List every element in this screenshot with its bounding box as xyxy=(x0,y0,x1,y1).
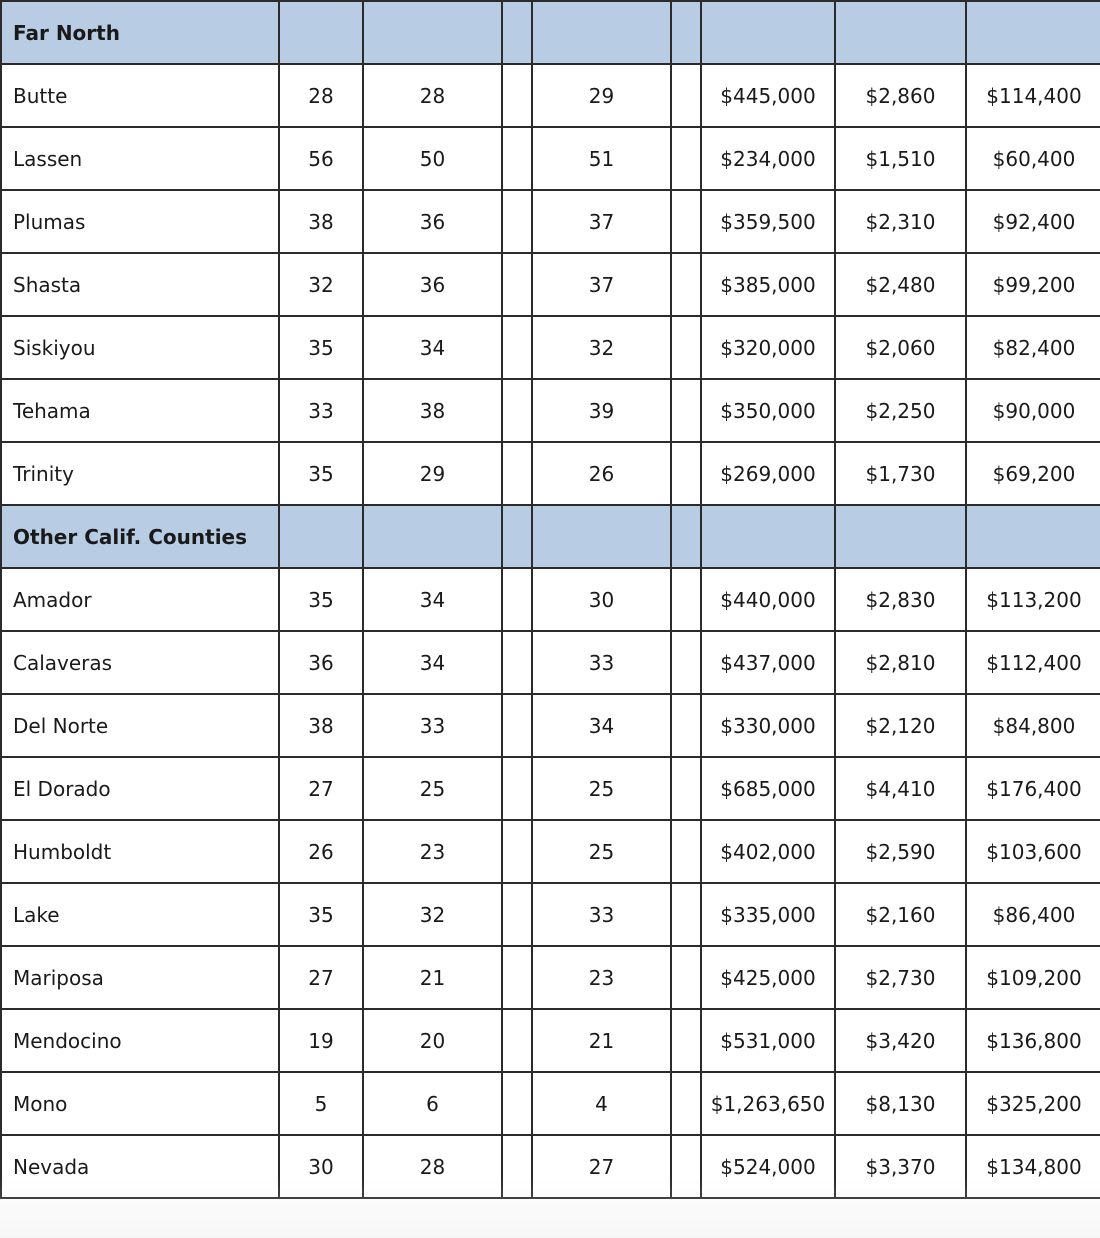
value-col-3-cell: 30 xyxy=(532,568,671,631)
spacer-col-1-cell xyxy=(502,694,532,757)
section-header-cell xyxy=(966,1,1100,64)
section-header-cell xyxy=(835,1,966,64)
value-col-3-cell: 4 xyxy=(532,1072,671,1135)
table-row xyxy=(1,253,1100,316)
table-row xyxy=(1,1009,1100,1072)
spacer-col-1-cell xyxy=(502,820,532,883)
spacer-col-2-cell xyxy=(671,1135,701,1198)
section-header-cell xyxy=(671,1,701,64)
median-price-cell: $437,000 xyxy=(701,631,835,694)
spacer-col-2-cell xyxy=(671,1072,701,1135)
spacer-col-2-cell xyxy=(671,316,701,379)
table-row xyxy=(1,316,1100,379)
county-name-cell: Mariposa xyxy=(1,946,279,1009)
spacer-col-2-cell xyxy=(671,1009,701,1072)
minimum-income-cell: $92,400 xyxy=(966,190,1100,253)
value-col-2-cell: 33 xyxy=(363,694,502,757)
value-col-3-cell: 34 xyxy=(532,694,671,757)
value-col-2-cell: 21 xyxy=(363,946,502,1009)
value-col-3-cell: 33 xyxy=(532,631,671,694)
value-col-3-cell: 33 xyxy=(532,883,671,946)
section-header-cell xyxy=(671,505,701,568)
monthly-payment-cell: $2,860 xyxy=(835,64,966,127)
county-name-cell: Shasta xyxy=(1,253,279,316)
median-price-cell: $320,000 xyxy=(701,316,835,379)
county-name-cell: Mono xyxy=(1,1072,279,1135)
table-row xyxy=(1,379,1100,442)
spacer-col-2-cell xyxy=(671,883,701,946)
monthly-payment-cell: $1,730 xyxy=(835,442,966,505)
value-col-1-cell: 36 xyxy=(279,631,363,694)
monthly-payment-cell: $3,370 xyxy=(835,1135,966,1198)
table-row xyxy=(1,568,1100,631)
value-col-1-cell: 30 xyxy=(279,1135,363,1198)
value-col-2-cell: 28 xyxy=(363,64,502,127)
table-row xyxy=(1,127,1100,190)
minimum-income-cell: $114,400 xyxy=(966,64,1100,127)
county-name-cell: Amador xyxy=(1,568,279,631)
spacer-col-1-cell xyxy=(502,1009,532,1072)
median-price-cell: $359,500 xyxy=(701,190,835,253)
table-row xyxy=(1,883,1100,946)
spacer-col-1-cell xyxy=(502,316,532,379)
value-col-3-cell: 37 xyxy=(532,253,671,316)
spacer-col-2-cell xyxy=(671,442,701,505)
value-col-3-cell: 32 xyxy=(532,316,671,379)
spacer-col-1-cell xyxy=(502,883,532,946)
spacer-col-2-cell xyxy=(671,757,701,820)
spacer-col-1-cell xyxy=(502,127,532,190)
value-col-1-cell: 35 xyxy=(279,568,363,631)
county-name-cell: El Dorado xyxy=(1,757,279,820)
section-header-cell xyxy=(279,505,363,568)
table-row xyxy=(1,442,1100,505)
value-col-3-cell: 26 xyxy=(532,442,671,505)
value-col-1-cell: 35 xyxy=(279,316,363,379)
median-price-cell: $402,000 xyxy=(701,820,835,883)
monthly-payment-cell: $2,590 xyxy=(835,820,966,883)
monthly-payment-cell: $2,310 xyxy=(835,190,966,253)
value-col-3-cell: 25 xyxy=(532,820,671,883)
section-header-cell xyxy=(835,505,966,568)
median-price-cell: $425,000 xyxy=(701,946,835,1009)
value-col-1-cell: 38 xyxy=(279,694,363,757)
spacer-col-2-cell xyxy=(671,946,701,1009)
value-col-1-cell: 19 xyxy=(279,1009,363,1072)
minimum-income-cell: $90,000 xyxy=(966,379,1100,442)
section-header-row xyxy=(1,1,1100,64)
value-col-2-cell: 25 xyxy=(363,757,502,820)
value-col-1-cell: 5 xyxy=(279,1072,363,1135)
monthly-payment-cell: $2,730 xyxy=(835,946,966,1009)
median-price-cell: $1,263,650 xyxy=(701,1072,835,1135)
spacer-col-1-cell xyxy=(502,946,532,1009)
table-body xyxy=(1,1,1100,1198)
median-price-cell: $269,000 xyxy=(701,442,835,505)
section-header-row xyxy=(1,505,1100,568)
county-name-cell: Plumas xyxy=(1,190,279,253)
value-col-2-cell: 6 xyxy=(363,1072,502,1135)
monthly-payment-cell: $4,410 xyxy=(835,757,966,820)
minimum-income-cell: $134,800 xyxy=(966,1135,1100,1198)
county-name-cell: Nevada xyxy=(1,1135,279,1198)
spacer-col-2-cell xyxy=(671,127,701,190)
spacer-col-2-cell xyxy=(671,379,701,442)
section-header-cell xyxy=(532,1,671,64)
table-row xyxy=(1,820,1100,883)
value-col-2-cell: 50 xyxy=(363,127,502,190)
value-col-3-cell: 21 xyxy=(532,1009,671,1072)
median-price-cell: $524,000 xyxy=(701,1135,835,1198)
spacer-col-1-cell xyxy=(502,379,532,442)
minimum-income-cell: $60,400 xyxy=(966,127,1100,190)
table-row xyxy=(1,757,1100,820)
spacer-col-2-cell xyxy=(671,631,701,694)
minimum-income-cell: $103,600 xyxy=(966,820,1100,883)
spacer-col-2-cell xyxy=(671,568,701,631)
section-header-cell xyxy=(502,1,532,64)
table-row xyxy=(1,1072,1100,1135)
value-col-1-cell: 32 xyxy=(279,253,363,316)
value-col-2-cell: 34 xyxy=(363,631,502,694)
section-header-cell xyxy=(502,505,532,568)
minimum-income-cell: $99,200 xyxy=(966,253,1100,316)
minimum-income-cell: $112,400 xyxy=(966,631,1100,694)
median-price-cell: $440,000 xyxy=(701,568,835,631)
monthly-payment-cell: $2,160 xyxy=(835,883,966,946)
table-row xyxy=(1,694,1100,757)
monthly-payment-cell: $3,420 xyxy=(835,1009,966,1072)
county-name-cell: Lassen xyxy=(1,127,279,190)
value-col-2-cell: 32 xyxy=(363,883,502,946)
median-price-cell: $350,000 xyxy=(701,379,835,442)
section-header-cell xyxy=(363,1,502,64)
value-col-2-cell: 28 xyxy=(363,1135,502,1198)
value-col-3-cell: 37 xyxy=(532,190,671,253)
value-col-1-cell: 35 xyxy=(279,442,363,505)
section-header-cell xyxy=(532,505,671,568)
median-price-cell: $234,000 xyxy=(701,127,835,190)
table-row xyxy=(1,631,1100,694)
spacer-col-2-cell xyxy=(671,253,701,316)
value-col-2-cell: 20 xyxy=(363,1009,502,1072)
value-col-1-cell: 27 xyxy=(279,757,363,820)
spacer-col-1-cell xyxy=(502,631,532,694)
spacer-col-2-cell xyxy=(671,694,701,757)
county-name-cell: Siskiyou xyxy=(1,316,279,379)
section-header-cell xyxy=(966,505,1100,568)
monthly-payment-cell: $2,120 xyxy=(835,694,966,757)
spacer-col-1-cell xyxy=(502,190,532,253)
minimum-income-cell: $86,400 xyxy=(966,883,1100,946)
county-name-cell: Mendocino xyxy=(1,1009,279,1072)
monthly-payment-cell: $2,830 xyxy=(835,568,966,631)
value-col-1-cell: 56 xyxy=(279,127,363,190)
value-col-1-cell: 38 xyxy=(279,190,363,253)
median-price-cell: $335,000 xyxy=(701,883,835,946)
value-col-3-cell: 25 xyxy=(532,757,671,820)
spacer-col-2-cell xyxy=(671,190,701,253)
median-price-cell: $330,000 xyxy=(701,694,835,757)
value-col-2-cell: 34 xyxy=(363,568,502,631)
median-price-cell: $685,000 xyxy=(701,757,835,820)
county-name-cell: Butte xyxy=(1,64,279,127)
section-header-cell xyxy=(701,1,835,64)
value-col-2-cell: 38 xyxy=(363,379,502,442)
value-col-2-cell: 29 xyxy=(363,442,502,505)
spacer-col-2-cell xyxy=(671,820,701,883)
minimum-income-cell: $325,200 xyxy=(966,1072,1100,1135)
value-col-3-cell: 39 xyxy=(532,379,671,442)
section-title: Far North xyxy=(1,1,279,64)
minimum-income-cell: $82,400 xyxy=(966,316,1100,379)
value-col-2-cell: 34 xyxy=(363,316,502,379)
spacer-col-1-cell xyxy=(502,64,532,127)
monthly-payment-cell: $8,130 xyxy=(835,1072,966,1135)
spacer-col-1-cell xyxy=(502,757,532,820)
value-col-3-cell: 23 xyxy=(532,946,671,1009)
median-price-cell: $445,000 xyxy=(701,64,835,127)
spacer-col-1-cell xyxy=(502,1072,532,1135)
minimum-income-cell: $69,200 xyxy=(966,442,1100,505)
spacer-col-2-cell xyxy=(671,64,701,127)
spacer-col-1-cell xyxy=(502,1135,532,1198)
minimum-income-cell: $176,400 xyxy=(966,757,1100,820)
monthly-payment-cell: $2,060 xyxy=(835,316,966,379)
county-name-cell: Lake xyxy=(1,883,279,946)
minimum-income-cell: $109,200 xyxy=(966,946,1100,1009)
table-row xyxy=(1,64,1100,127)
monthly-payment-cell: $2,810 xyxy=(835,631,966,694)
county-name-cell: Trinity xyxy=(1,442,279,505)
minimum-income-cell: $113,200 xyxy=(966,568,1100,631)
spacer-col-1-cell xyxy=(502,568,532,631)
section-title: Other Calif. Counties xyxy=(1,505,279,568)
value-col-2-cell: 36 xyxy=(363,253,502,316)
value-col-3-cell: 51 xyxy=(532,127,671,190)
value-col-1-cell: 35 xyxy=(279,883,363,946)
spacer-col-1-cell xyxy=(502,442,532,505)
monthly-payment-cell: $1,510 xyxy=(835,127,966,190)
value-col-1-cell: 26 xyxy=(279,820,363,883)
monthly-payment-cell: $2,480 xyxy=(835,253,966,316)
table-row xyxy=(1,1135,1100,1198)
county-name-cell: Del Norte xyxy=(1,694,279,757)
table-row xyxy=(1,190,1100,253)
minimum-income-cell: $136,800 xyxy=(966,1009,1100,1072)
value-col-2-cell: 23 xyxy=(363,820,502,883)
monthly-payment-cell: $2,250 xyxy=(835,379,966,442)
county-name-cell: Tehama xyxy=(1,379,279,442)
county-name-cell: Humboldt xyxy=(1,820,279,883)
value-col-3-cell: 27 xyxy=(532,1135,671,1198)
spacer-col-1-cell xyxy=(502,253,532,316)
median-price-cell: $531,000 xyxy=(701,1009,835,1072)
median-price-cell: $385,000 xyxy=(701,253,835,316)
section-header-cell xyxy=(279,1,363,64)
value-col-2-cell: 36 xyxy=(363,190,502,253)
value-col-1-cell: 28 xyxy=(279,64,363,127)
section-header-cell xyxy=(701,505,835,568)
minimum-income-cell: $84,800 xyxy=(966,694,1100,757)
value-col-3-cell: 29 xyxy=(532,64,671,127)
value-col-1-cell: 33 xyxy=(279,379,363,442)
table-row xyxy=(1,946,1100,1009)
county-name-cell: Calaveras xyxy=(1,631,279,694)
value-col-1-cell: 27 xyxy=(279,946,363,1009)
section-header-cell xyxy=(363,505,502,568)
